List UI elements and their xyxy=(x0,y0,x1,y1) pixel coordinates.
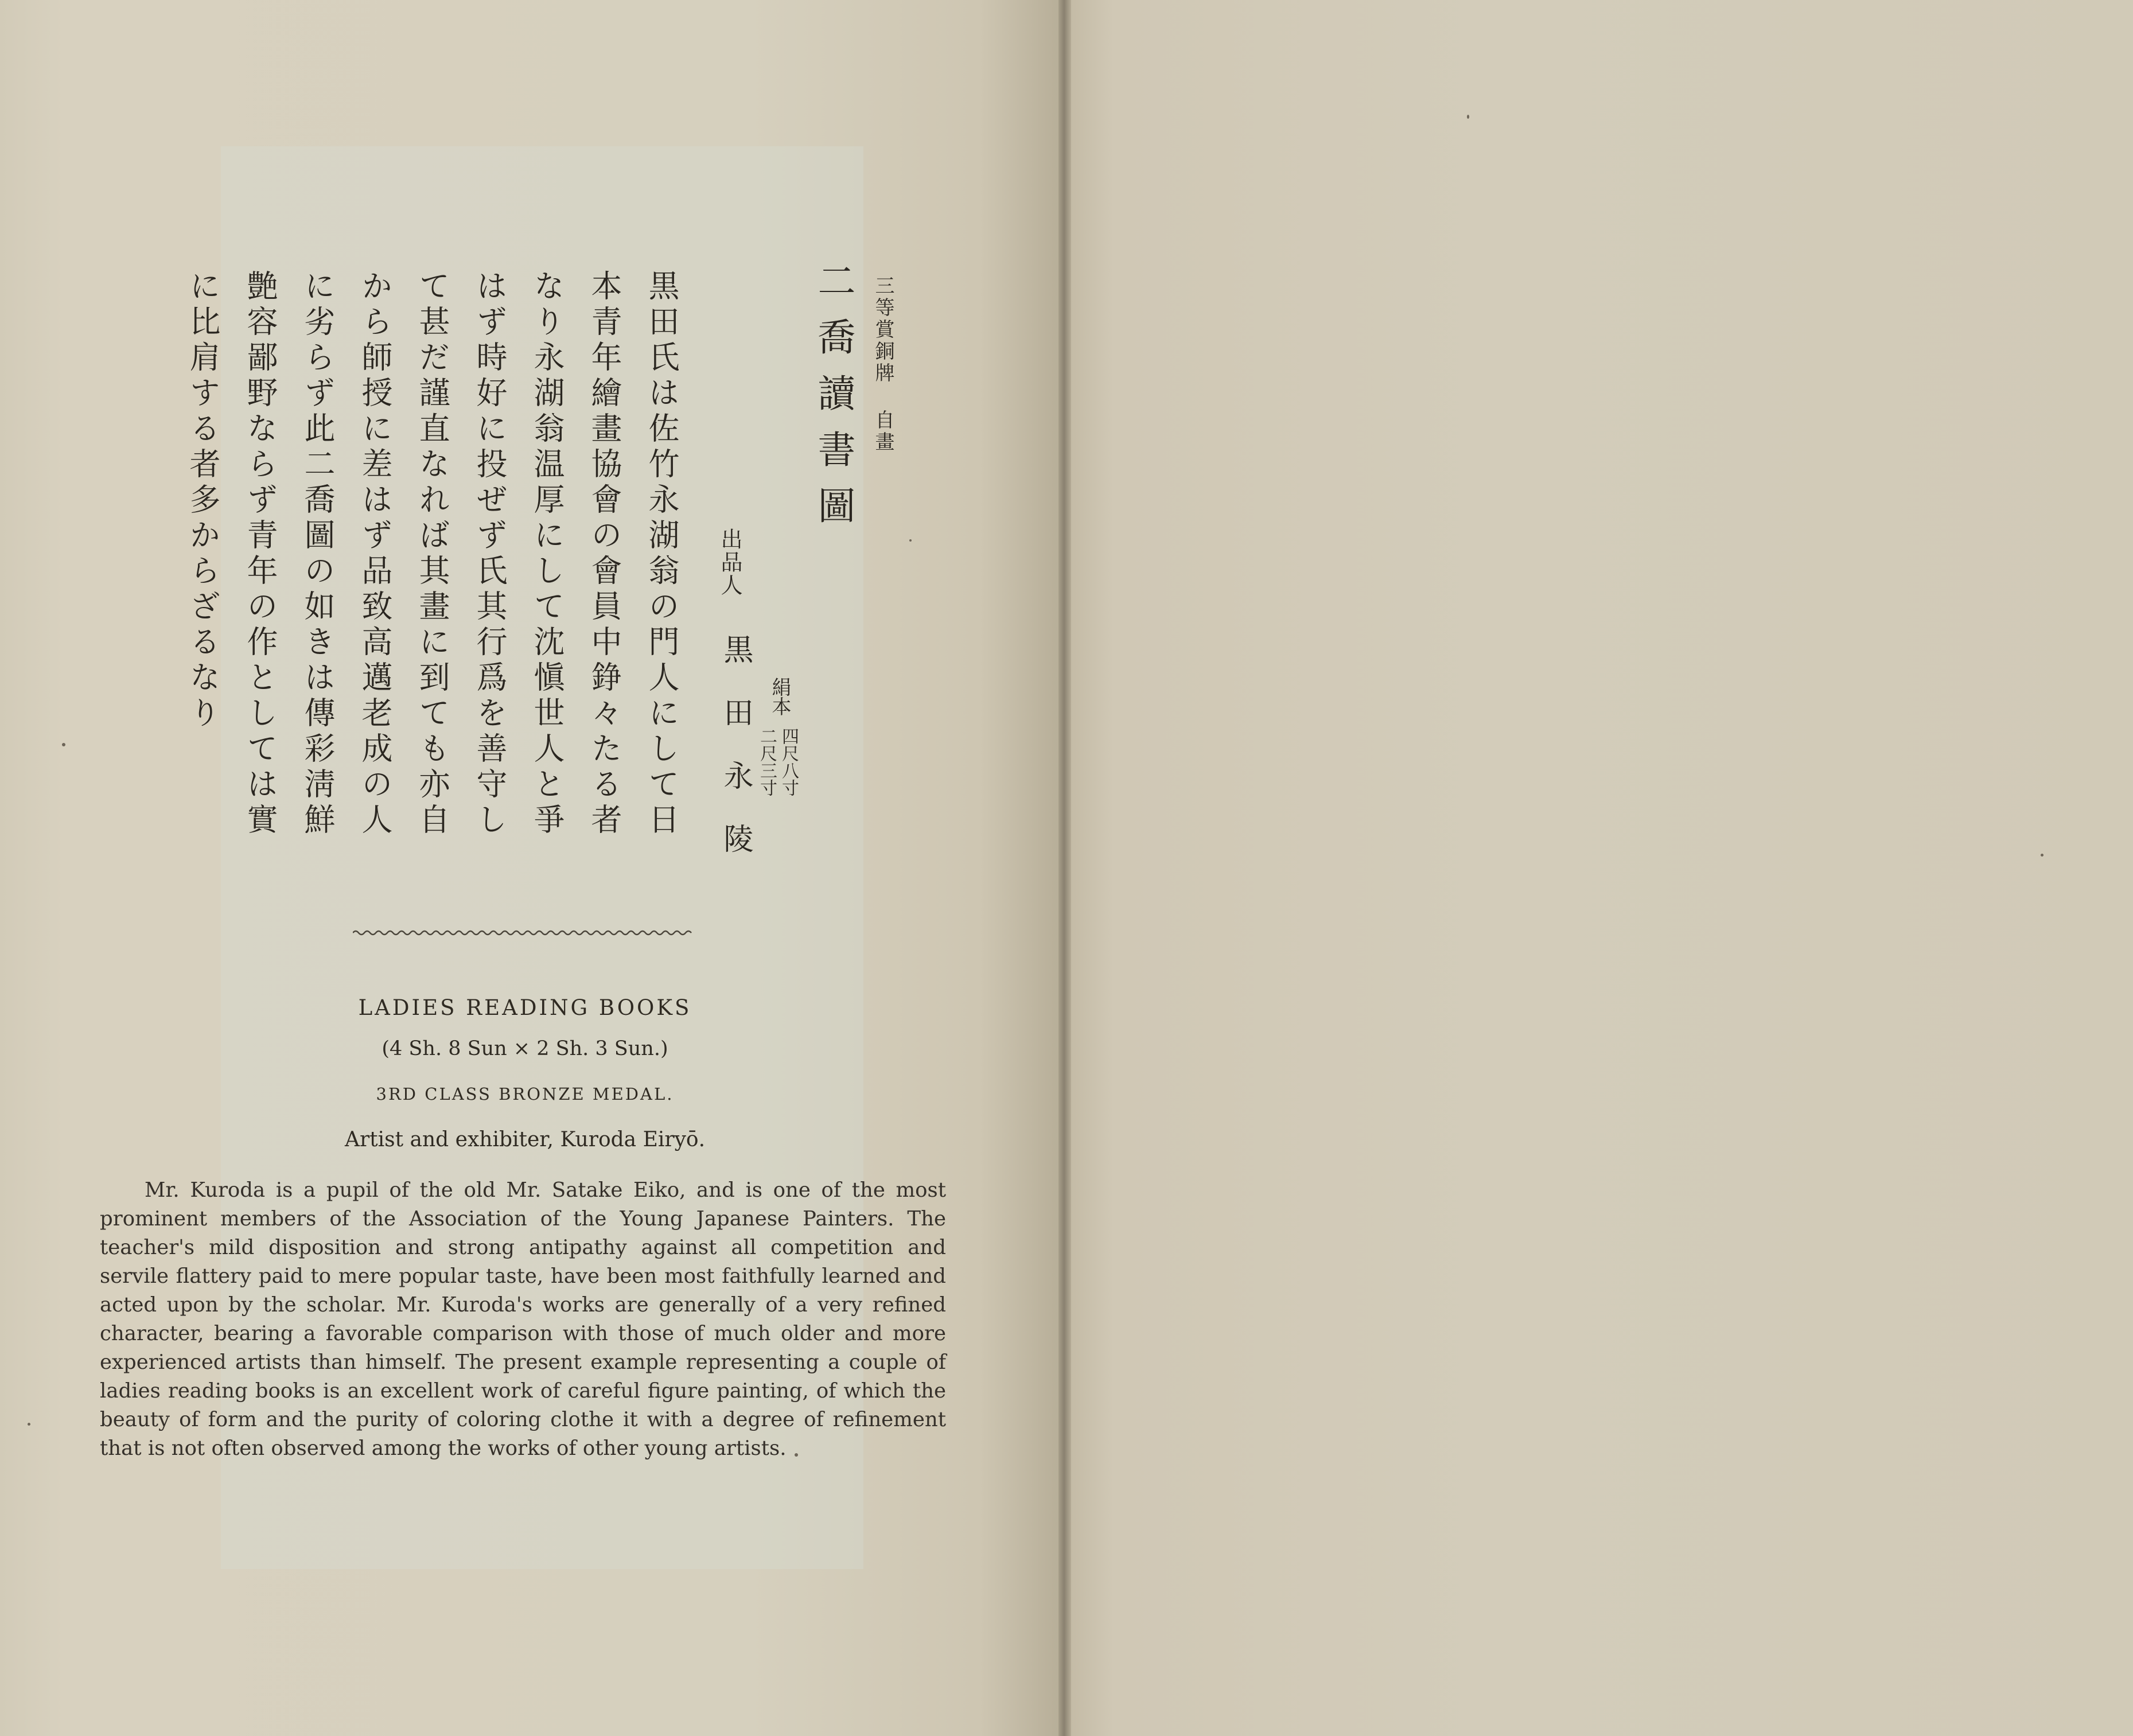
japanese-column: に劣らず此二喬圖の如きは傳彩淸鮮 xyxy=(299,270,336,839)
paper-speck xyxy=(909,539,912,542)
paper-speck xyxy=(62,743,65,746)
size-top: 四尺八寸 xyxy=(779,727,799,796)
exhibitor-name: 黒田永陵 xyxy=(718,634,753,886)
english-paragraph: Mr. Kuroda is a pupil of the old Mr. Satake Eiko, and is one of the most prominent members of the Association of the Young Japanese Painters. The teacher's mild disposition and strong antipathy against all competition and servile flattery paid to mere popular taste, have been most faithfully learned and acted upon by the scholar. Mr. Kuroda's works are generally of a very refined character, bearing a favorable comparison with those of much older and more experienced artists than himself. The present example representing a couple of ladies reading books is an excellent work of careful figure painting, of which the beauty of form and the purity of coloring clothe it with a degree of refinement that is not often observed among the works of other young artists. xyxy=(100,1178,946,1460)
japanese-title: 二喬讀書圖 xyxy=(811,261,855,542)
japanese-column: から師授に差はず品致高邁老成の人 xyxy=(357,270,393,839)
english-medal: 3RD CLASS BRONZE MEDAL. xyxy=(376,1084,674,1104)
english-artist: Artist and exhibiter, Kuroda Eiryō. xyxy=(344,1128,706,1151)
english-title: LADIES READING BOOKS xyxy=(358,995,692,1020)
left-page xyxy=(0,0,1064,1736)
japanese-column: なり永湖翁温厚にして沈愼世人と爭 xyxy=(529,270,565,839)
paper-speck xyxy=(28,1423,30,1426)
wavy-divider xyxy=(353,927,694,939)
japanese-column: て甚だ謹直なれば其畫に到ても亦自 xyxy=(414,270,450,839)
japanese-column: に比肩する者多からざるなり xyxy=(185,270,221,732)
prize-heading: 三等賞銅牌 自畫 xyxy=(871,275,894,453)
size-prefix: 絹本 xyxy=(768,677,791,716)
japanese-column: はず時好に投ぜず氏其行爲を善守し xyxy=(472,270,508,839)
japanese-column: 本青年繪畫協會の會員中錚々たる者 xyxy=(586,270,622,839)
book-gutter xyxy=(1058,0,1071,1736)
paper-speck xyxy=(1467,115,1469,119)
paper-speck xyxy=(795,1453,798,1457)
exhibitor-label: 出品人 xyxy=(717,528,742,597)
paper-speck xyxy=(2041,854,2044,857)
japanese-column: 黒田氏は佐竹永湖翁の門人にして日 xyxy=(644,270,680,839)
right-page xyxy=(1071,0,2133,1736)
japanese-column: 艶容鄙野ならず青年の作としては實 xyxy=(242,270,278,839)
size-bottom: 二尺三寸 xyxy=(757,727,777,796)
english-size: (4 Sh. 8 Sun × 2 Sh. 3 Sun.) xyxy=(382,1037,668,1060)
